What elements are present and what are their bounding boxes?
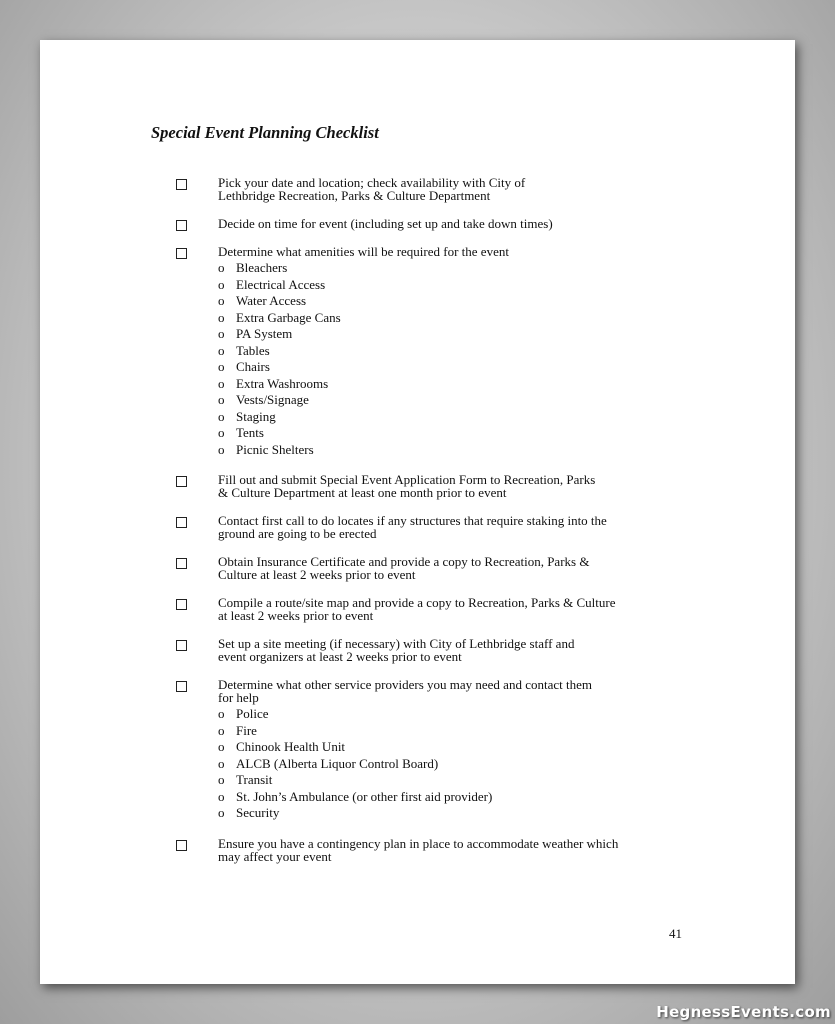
circle-bullet-icon: o: [218, 425, 225, 440]
sub-list-item: [218, 706, 795, 723]
circle-bullet-icon: o: [218, 276, 225, 292]
checklist-item: [40, 176, 795, 202]
sub-list-item-label: Picnic Shelters: [236, 441, 314, 457]
sub-list-item: [218, 310, 795, 327]
sub-list-item-label: Tents: [236, 425, 264, 440]
sub-list-item: [218, 409, 795, 426]
sub-list-item: [218, 392, 795, 409]
sub-list-item: [218, 425, 795, 442]
sub-list-item-label: Fire: [236, 722, 257, 738]
sub-list-item-label: Security: [236, 805, 280, 820]
circle-bullet-icon: o: [218, 722, 225, 738]
sub-list-item-label: Chairs: [236, 359, 270, 374]
page-title: Special Event Planning Checklist: [151, 123, 379, 142]
circle-bullet-icon: o: [218, 260, 225, 275]
checklist-item: [40, 596, 795, 622]
circle-bullet-icon: o: [218, 805, 225, 820]
sub-list-item-label: Police: [236, 706, 269, 721]
checkbox-icon[interactable]: [176, 640, 187, 651]
circle-bullet-icon: o: [218, 309, 225, 325]
checkbox-icon[interactable]: [176, 179, 187, 190]
sub-list-item: [218, 772, 795, 789]
sub-list-item: [218, 293, 795, 310]
circle-bullet-icon: o: [218, 392, 225, 407]
sub-list-item: [218, 805, 795, 822]
checklist-item-text: Compile a route/site map and provide a copy to Recreation, Parks & Culture at least 2 weeks prior to event: [218, 595, 616, 623]
checklist-item: [40, 514, 795, 540]
sub-list-item: [218, 789, 795, 806]
checklist-item: [40, 637, 795, 663]
watermark: HegnessEvents.com: [656, 1003, 831, 1021]
sub-list-item-label: Electrical Access: [236, 276, 326, 292]
checklist-item-text: Fill out and submit Special Event Application Form to Recreation, Parks & Culture Department at least one month prior to event: [218, 472, 596, 500]
checkbox-icon[interactable]: [176, 681, 187, 692]
sub-list-item-label: ALCB (Alberta Liquor Control Board): [236, 755, 439, 771]
circle-bullet-icon: o: [218, 342, 225, 358]
checklist-item: [40, 837, 795, 863]
sub-list-item-label: Water Access: [236, 293, 307, 308]
sub-list-item-label: Vests/Signage: [236, 392, 309, 407]
sub-list-item-label: Staging: [236, 408, 276, 424]
circle-bullet-icon: o: [218, 788, 225, 804]
sub-list: [218, 706, 795, 822]
circle-bullet-icon: o: [218, 359, 225, 374]
checkbox-icon[interactable]: [176, 248, 187, 259]
checklist-item-text: Ensure you have a contingency plan in place to accommodate weather which may affect your event: [218, 835, 619, 864]
circle-bullet-icon: o: [218, 772, 225, 787]
sub-list-item-label: Tables: [236, 342, 270, 358]
circle-bullet-icon: o: [218, 293, 225, 308]
sub-list-item: [218, 723, 795, 740]
checklist-item: [40, 678, 795, 822]
sub-list-item: [218, 359, 795, 376]
circle-bullet-icon: o: [218, 739, 225, 754]
checkbox-icon[interactable]: [176, 558, 187, 569]
circle-bullet-icon: o: [218, 755, 225, 771]
circle-bullet-icon: o: [218, 326, 225, 341]
sub-list-item-label: PA System: [236, 326, 293, 341]
sub-list-item-label: Chinook Health Unit: [236, 739, 346, 754]
sub-list-item: [218, 277, 795, 294]
page-number: 41: [669, 926, 682, 941]
checklist-item-text: Determine what other service providers you may need and contact them for help: [218, 677, 592, 705]
checklist: [40, 176, 795, 878]
circle-bullet-icon: o: [218, 441, 225, 457]
checkbox-icon[interactable]: [176, 517, 187, 528]
checkbox-icon[interactable]: [176, 840, 187, 851]
sub-list-item-label: Bleachers: [236, 260, 288, 275]
checklist-item: [40, 555, 795, 581]
checklist-item-text: Contact first call to do locates if any structures that require staking into the ground are going to be erected: [218, 513, 607, 541]
checklist-item-text: Determine what amenities will be required for the event: [218, 244, 509, 259]
sub-list-item: [218, 442, 795, 459]
checkbox-icon[interactable]: [176, 476, 187, 487]
checkbox-icon[interactable]: [176, 220, 187, 231]
sub-list-item: [218, 260, 795, 277]
sub-list-item-label: Transit: [236, 772, 273, 787]
document-page: [40, 40, 795, 984]
checklist-item-text: Pick your date and location; check availability with City of Lethbridge Recreation, Parks & Culture Department: [218, 175, 526, 203]
sub-list-item-label: Extra Garbage Cans: [236, 309, 341, 325]
sub-list-item: [218, 376, 795, 393]
sub-list-item-label: Extra Washrooms: [236, 375, 329, 391]
circle-bullet-icon: o: [218, 408, 225, 424]
checklist-item: [40, 217, 795, 230]
checklist-item-text: Decide on time for event (including set up and take down times): [218, 216, 553, 231]
sub-list-item: [218, 756, 795, 773]
checklist-item-text: Set up a site meeting (if necessary) with City of Lethbridge staff and event organizers at least 2 weeks prior to event: [218, 636, 575, 664]
circle-bullet-icon: o: [218, 706, 225, 721]
checklist-item: [40, 473, 795, 499]
sub-list-item: [218, 343, 795, 360]
sub-list-item: [218, 739, 795, 756]
circle-bullet-icon: o: [218, 375, 225, 391]
checkbox-icon[interactable]: [176, 599, 187, 610]
sub-list: [218, 260, 795, 458]
checklist-item: [40, 245, 795, 458]
checklist-item-text: Obtain Insurance Certificate and provide a copy to Recreation, Parks & Culture at least 2 weeks prior to event: [218, 554, 590, 582]
sub-list-item-label: St. John’s Ambulance (or other first aid provider): [236, 788, 493, 804]
sub-list-item: [218, 326, 795, 343]
